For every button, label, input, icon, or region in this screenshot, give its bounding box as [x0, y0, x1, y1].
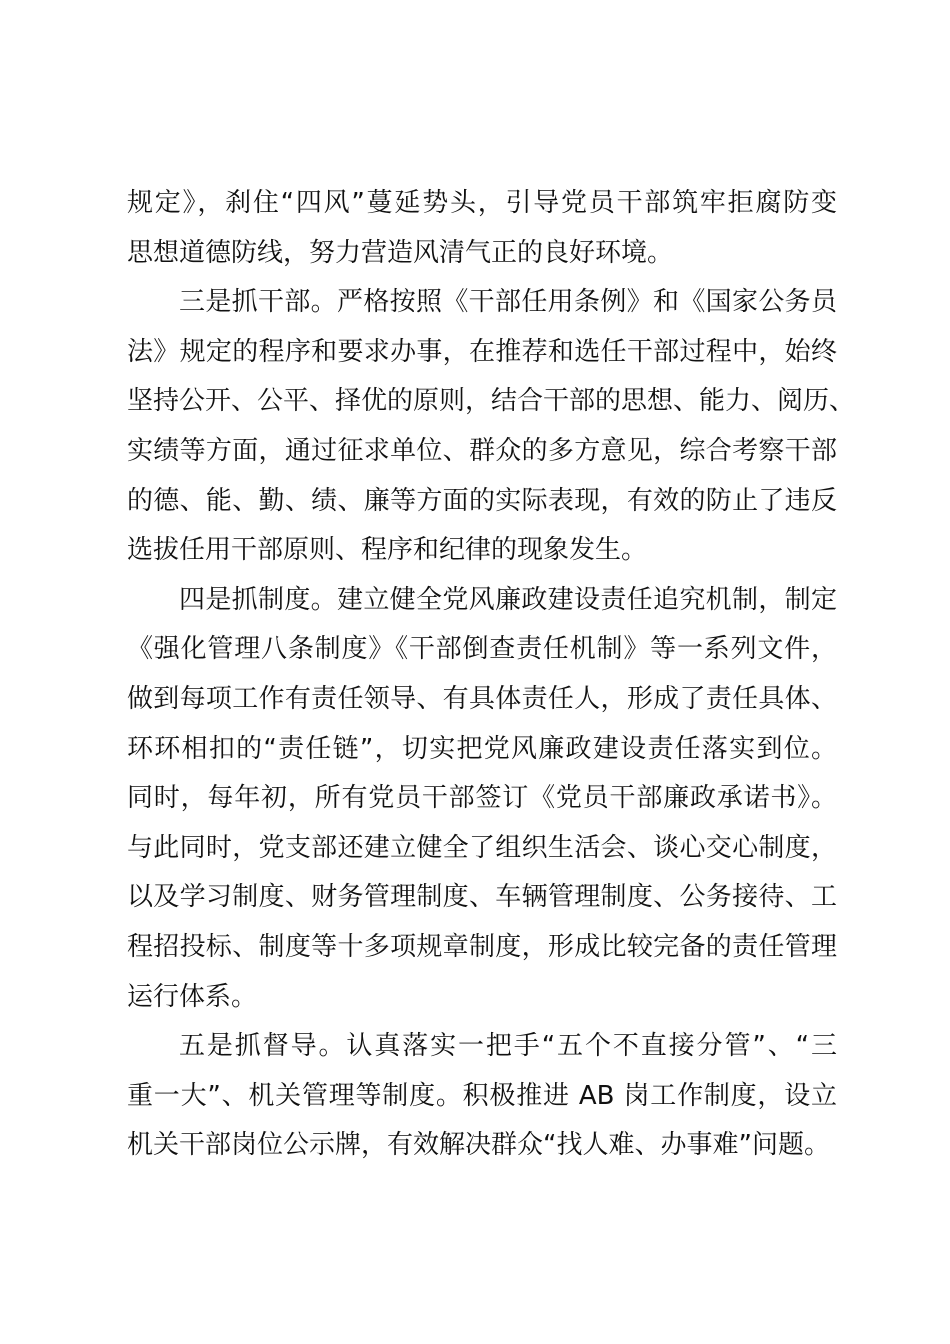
text-line: 做到每项工作有责任领导、有具体责任人，形成了责任具体、 — [127, 683, 837, 714]
text-line: 实绩等方面，通过征求单位、群众的多方意见，综合考察干部 — [127, 435, 837, 466]
document-body — [127, 179, 856, 1171]
text-line: 与此同时，党支部还建立健全了组织生活会、谈心交心制度， — [127, 832, 837, 863]
text-line: 三是抓干部。严格按照《干部任用条例》和《国家公务员 — [179, 287, 837, 318]
paragraph-system — [127, 576, 837, 1022]
text-line: 五是抓督导。认真落实一把手“五个不直接分管”、“三 — [179, 1031, 837, 1062]
text-line: 环环相扣的“责任链”，切实把党风廉政建设责任落实到位。 — [127, 733, 837, 764]
text-line: 重一大”、机关管理等制度。积极推进 AB 岗工作制度，设立 — [127, 1080, 837, 1111]
text-line: 同时，每年初，所有党员干部签订《党员干部廉政承诺书》。 — [127, 783, 837, 814]
text-line: 思想道德防线，努力营造风清气正的良好环境。 — [127, 237, 674, 268]
text-line: 《强化管理八条制度》《干部倒查责任机制》等一系列文件， — [127, 634, 837, 665]
text-line: 法》规定的程序和要求办事，在推荐和选任干部过程中，始终 — [127, 336, 837, 367]
text-line: 坚持公开、公平、择优的原则，结合干部的思想、能力、阅历、 — [127, 386, 856, 417]
text-line: 机关干部岗位公示牌，有效解决群众“找人难、办事难”问题。 — [127, 1130, 830, 1161]
text-line: 以及学习制度、财务管理制度、车辆管理制度、公务接待、工 — [127, 882, 837, 913]
text-line: 程招投标、制度等十多项规章制度，形成比较完备的责任管理 — [127, 931, 837, 962]
text-line: 的德、能、勤、绩、廉等方面的实际表现，有效的防止了违反 — [127, 485, 837, 516]
text-line: 运行体系。 — [127, 981, 258, 1012]
text-line: 规定》，刹住“四风”蔓延势头，引导党员干部筑牢拒腐防变 — [127, 188, 837, 218]
paragraph-supervision — [127, 1022, 837, 1171]
text-line: 四是抓制度。建立健全党风廉政建设责任追究机制，制定 — [179, 584, 837, 615]
paragraph-continuation — [127, 179, 837, 278]
paragraph-cadres — [127, 278, 856, 576]
text-line: 选拔任用干部原则、程序和纪律的现象发生。 — [127, 535, 648, 566]
